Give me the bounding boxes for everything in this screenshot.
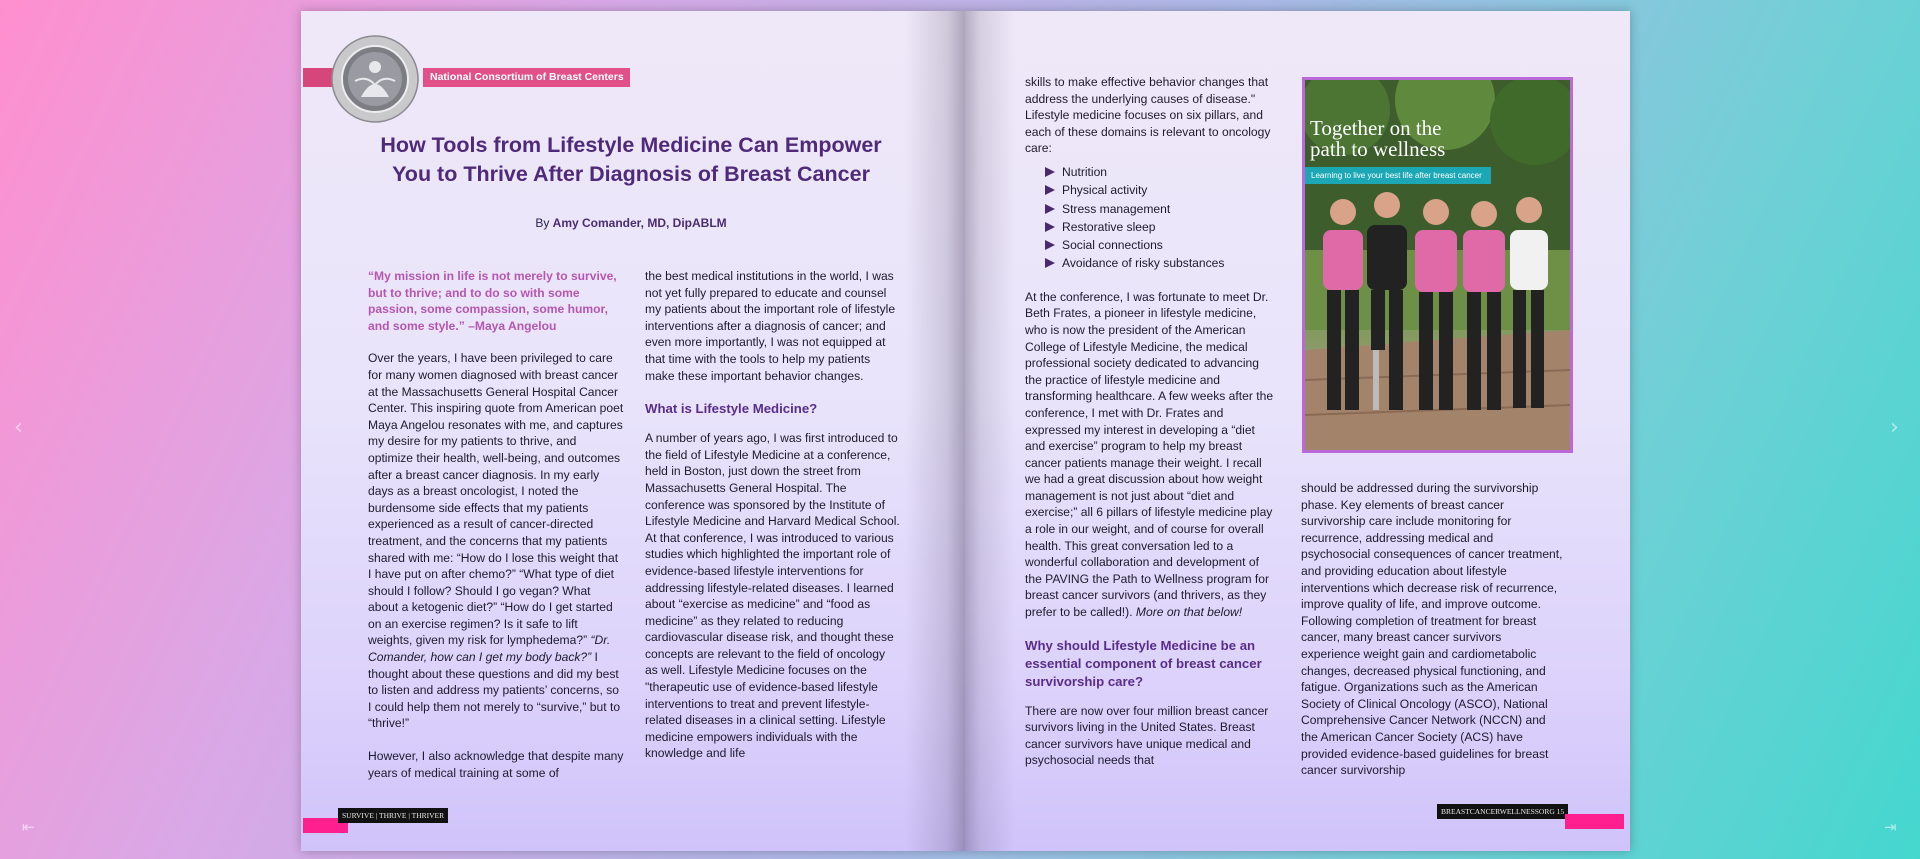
body-paragraph: There are now over four million breast cancer survivors living in the United States. Breast cancer survivors have unique medical and psychosocial needs that <box>1025 703 1269 768</box>
pillar-label: Nutrition <box>1062 164 1108 179</box>
body-paragraph: However, I also acknowledge that despite many years of medical training at some of <box>368 749 624 780</box>
right-column-2 <box>1301 480 1563 795</box>
triangle-bullet-icon <box>1045 222 1055 232</box>
pillars-list <box>1045 163 1275 273</box>
triangle-bullet-icon <box>1045 167 1055 177</box>
opening-quote: “My mission in life is not merely to survive, but to thrive; and to do so with some passion, some compassion, some humor, and some style.” –Maya Angelou <box>368 269 617 333</box>
footer-url-page-number: BREASTCANCERWELLNESSORG 15 <box>1437 804 1568 819</box>
wellness-group-photo <box>1302 77 1573 453</box>
triangle-bullet-icon <box>1045 204 1055 214</box>
article-title: How Tools from Lifestyle Medicine Can Empower You to Thrive After Diagnosis of Breast Cancer <box>380 133 882 186</box>
last-page-arrow[interactable]: ⇥ <box>1884 818 1897 836</box>
section-heading: Why should Lifestyle Medicine be an essential component of breast cancer survivorship care? <box>1025 637 1262 689</box>
left-column-2 <box>645 268 901 778</box>
body-text: At the conference, I was fortunate to meet Dr. Beth Frates, a pioneer in lifestyle medicine, who is now the president of the American College of Lifestyle Medicine, the medical professional society dedicated to advancing the practice of lifestyle medicine and transforming healthcare. A few weeks after the conference, I met with Dr. Frates and expressed my interest in developing a “diet and exercise” program to help my breast cancer patients manage their weight. I recall we had a great discussion about how weight management is not just about “diet and exercise;” all 6 pillars of lifestyle medicine play a role in our weight, and of course for overall health. This great conversation led to a wonderful collaboration and development of the PAVING the Path to Wellness program for breast cancer survivors (and thrivers, as they prefer to be called!). <box>1025 289 1274 620</box>
left-column-1 <box>368 268 624 797</box>
body-paragraph <box>1025 289 1275 621</box>
header-accent-bar <box>303 68 333 87</box>
gutter-shadow <box>965 11 1015 851</box>
list-item <box>1045 200 1275 218</box>
triangle-bullet-icon <box>1045 258 1055 268</box>
org-banner: National Consortium of Breast Centers <box>423 68 630 87</box>
footer-tagline: SURVIVE | THRIVE | THRIVER <box>338 808 448 823</box>
body-paragraph: should be addressed during the survivorship phase. Key elements of breast cancer survivorship care include monitoring for recurrence, addressing medical and psychosocial consequences of cancer treatment, and providing education about lifestyle interventions which decrease risk of recurrence, improve quality of life, and improve outcome. Following completion of treatment for breast cancer, many breast cancer survivors experience weight gain and cardiometabolic changes, decreased physical functioning, and fatigue. Organizations such as the American Society of Clinical Oncology (ASCO), National Comprehensive Cancer Network (NCCN) and the American Cancer Society (ACS) have provided evidence-based guidelines for breast cancer survivorship <box>1301 481 1563 778</box>
pillar-label: Stress management <box>1062 201 1171 216</box>
section-heading: What is Lifestyle Medicine? <box>645 401 818 417</box>
pillar-label: Social connections <box>1062 238 1163 253</box>
body-text: Over the years, I have been privileged to care for many women diagnosed with breast cancer at the Massachusetts General Hospital Cancer Center. This inspiring quote from American poet Maya Angelou resonates with me, and captures my desire for my patients to thrive, and optimize their health, well-being, and outcomes after a breast cancer diagnosis. In my early days as a breast oncologist, I noted the burdensome side effects that my patients experienced as a result of cancer-directed treatment, and the concerns that my patients shared with me: “How do I lose this weight that I have put on after chemo?” “What type of diet should I follow? Should I go vegan? What about a ketogenic diet?” “How do I get started on an exercise regimen? Is it safe to lift weights, given my risk for lymphedema?” <box>368 351 624 648</box>
pillar-label: Physical activity <box>1062 183 1148 198</box>
photo-subtitle: Learning to live your best life after breast cancer <box>1305 167 1491 184</box>
italic-quote: “Dr. Comander, how can I get my body back?” <box>368 633 611 665</box>
byline-prefix: By <box>535 216 553 230</box>
gutter-shadow <box>905 11 965 851</box>
list-item <box>1045 163 1275 181</box>
list-item <box>1045 236 1275 254</box>
triangle-bullet-icon <box>1045 185 1055 195</box>
triangle-bullet-icon <box>1045 240 1055 250</box>
body-paragraph: A number of years ago, I was first introduced to the field of Lifestyle Medicine at a conference, held in Boston, just down the street from Massachusetts General Hospital. The conference was sponsored by the Institute of Lifestyle Medicine and Harvard Medical School. At that conference, I was introduced to various studies which highlighted the important role of evidence-based lifestyle interventions for addressing lifestyle-related diseases. I learned about “exercise as medicine” and “food as medicine” as they related to reducing cardiovascular disease risk, and thought these concepts are relevant to the field of oncology as well. Lifestyle Medicine focuses on the "therapeutic use of evidence-based lifestyle interventions to treat and prevent lifestyle-related diseases in a clinical setting. Lifestyle medicine empowers individuals with the knowledge and life <box>645 431 900 761</box>
right-column-1 <box>1025 74 1275 785</box>
body-paragraph <box>368 350 624 732</box>
list-item <box>1045 181 1275 199</box>
next-page-arrow[interactable]: › <box>1890 415 1899 440</box>
left-page[interactable] <box>301 11 965 851</box>
body-text: I thought about these questions and did my best to listen and address my patients’ concerns, so I could help them not merely to “survive,” but to “thrive!” <box>368 650 621 731</box>
org-seal-logo <box>331 35 419 123</box>
list-item <box>1045 254 1275 272</box>
byline-author: Amy Comander, MD, DipABLM <box>552 216 727 230</box>
prev-page-arrow[interactable]: ‹ <box>14 415 23 440</box>
pillar-label: Restorative sleep <box>1062 219 1156 234</box>
footer-accent-bar <box>1565 814 1624 829</box>
first-page-arrow[interactable]: ⇤ <box>22 818 35 836</box>
list-item <box>1045 218 1275 236</box>
photo-title <box>1310 118 1445 160</box>
body-paragraph: skills to make effective behavior changes that address the underlying causes of disease." Lifestyle medicine focuses on six pillars, and each of these domains is relevant to oncology care: <box>1025 75 1271 156</box>
photo-title-line1: Together on the <box>1310 116 1442 140</box>
byline <box>361 216 901 230</box>
pillar-label: Avoidance of risky substances <box>1062 256 1225 271</box>
photo-title-line2: path to wellness <box>1310 137 1446 161</box>
italic-text: More on that below! <box>1135 605 1243 620</box>
body-paragraph: the best medical institutions in the world, I was not yet fully prepared to educate and counsel my patients about the important role of lifestyle interventions after a diagnosis of cancer; and even more importantly, I was not equipped at that time with the tools to help my patients make these important behavior changes. <box>645 269 896 383</box>
